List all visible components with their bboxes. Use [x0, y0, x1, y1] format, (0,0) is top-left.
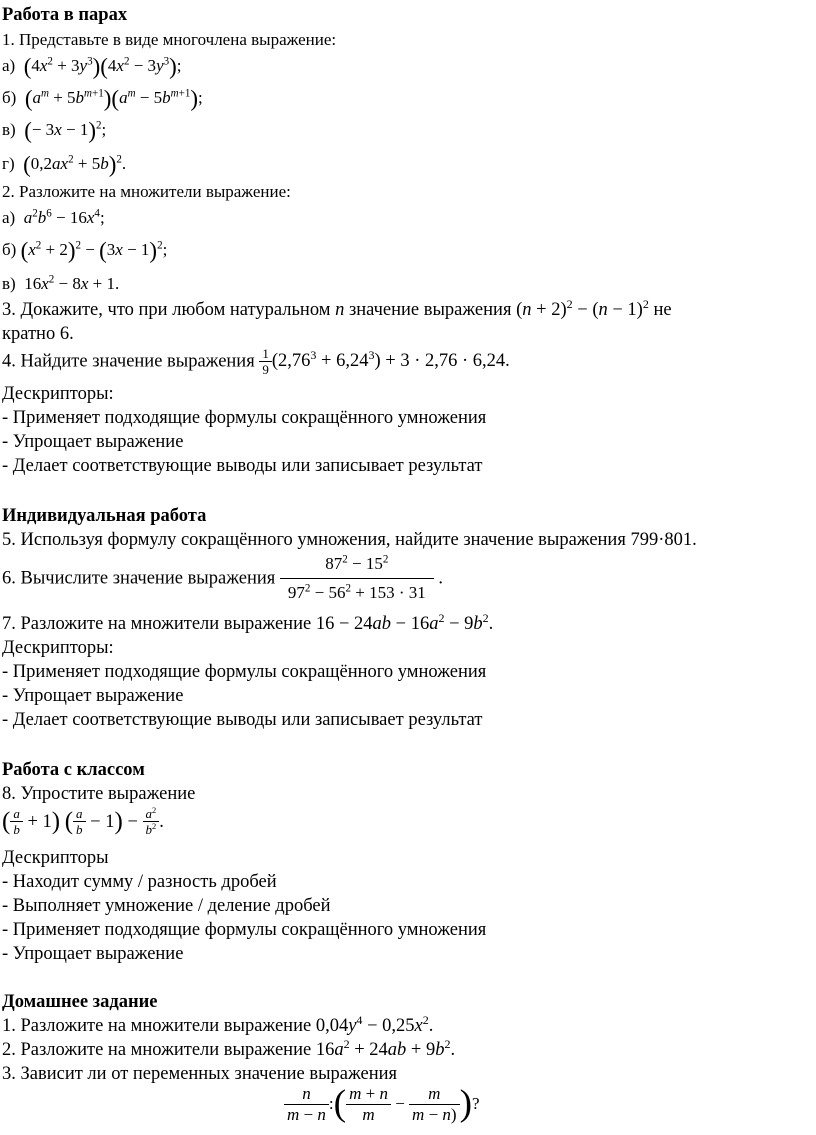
- task-4: 4. Найдите значение выражения $\frac{1}{9}$ $(2,76^3 + 6,24^3) + 3 \cdot 2,76 \cdot 6,24$.: [2, 346, 510, 377]
- task-2a: а) $a^2b^6 - 16x^4$;: [2, 207, 105, 227]
- task-2b-expression: $(x^2 + 2)^2 - (3x - 1)^2$;: [20, 237, 168, 263]
- section-title-individual-work: Индивидуальная работа: [2, 506, 207, 526]
- task-6: 6. Вычислите значение выражения $\frac{87^2 - 15^2}{97^2 - 56^2 + 153 \cdot 31}$ .: [2, 553, 444, 602]
- descriptor-item: - Применяет подходящие формулы сокращённого умножения: [2, 920, 487, 940]
- task-1v: в) (− 3x − 1)$^2$;: [2, 117, 107, 143]
- task-2b: б) $(x^2 + 2)^2 - (3x - 1)^2$;: [2, 237, 168, 263]
- descriptor-item: - Выполняет умножение / деление дробей: [2, 896, 331, 916]
- task-7: 7. Разложите на множители выражение $16 - 24ab - 16a^2 - 9b^2$.: [2, 610, 494, 634]
- task-6-fraction: $\frac{87^2 - 15^2}{97^2 - 56^2 + 153 \cdot 31}$: [280, 554, 434, 603]
- task-3-line2: кратно 6.: [2, 324, 74, 344]
- descriptor-item: - Упрощает выражение: [2, 944, 184, 964]
- homework-3-expression: $\frac{n}{m - n}$ :( $\frac{m + n}{m}$ − $\frac{m}{m - n)}$ )?: [284, 1084, 480, 1132]
- section-title-pair-work: Работа в парах: [2, 5, 128, 25]
- descriptor-item: - Применяет подходящие формулы сокращённого умножения: [2, 662, 487, 682]
- task-2v-expression: $16x^2 - 8x + 1$.: [24, 273, 120, 293]
- homework-1: 1. Разложите на множители выражение $0,04y^4 - 0,25x^2$.: [2, 1012, 434, 1036]
- task-1b-expression: $(a^m + 5b^{m+1})(a^m - 5b^{m+1})$;: [24, 85, 203, 111]
- task-3: 3. Докажите, что при любом натуральном n значение выражения $(n + 2)^2 - (n - 1)^2$ не: [2, 296, 672, 320]
- section-title-class-work: Работа с классом: [2, 760, 145, 780]
- descriptors-title-1: Дескрипторы:: [2, 384, 114, 404]
- task-7-expression: $16 - 24ab - 16a^2 - 9b^2$.: [315, 610, 494, 634]
- task-1g: г) $(0,2ax^2 + 5b)^2$.: [2, 151, 127, 177]
- homework-3: 3. Зависит ли от переменных значение выражения: [2, 1064, 398, 1084]
- descriptors-title-3: Дескрипторы: [2, 848, 109, 868]
- descriptor-item: - Делает соответствующие выводы или записывает результат: [2, 456, 483, 476]
- task-2-text: 2. Разложите на множители выражение:: [2, 182, 291, 201]
- task-1v-expression: (− 3x − 1)$^2$;: [24, 117, 107, 143]
- task-2v: в) $16x^2 - 8x + 1$.: [2, 273, 120, 293]
- descriptors-title-2: Дескрипторы:: [2, 638, 114, 658]
- task-8-expression: ( $\frac{a}{b}$ + 1) ( $\frac{a}{b}$ − 1) − $\frac{a^2}{b^2}$ .: [2, 804, 164, 837]
- task-3-expression: $(n + 2)^2 - (n - 1)^2$: [516, 296, 649, 320]
- task-1a-expression: $(4x^2 + 3y^3)(4x^2 - 3y^3)$;: [23, 53, 182, 79]
- task-1a: а) $(4x^2 + 3y^3)(4x^2 - 3y^3)$;: [2, 53, 182, 79]
- descriptor-item: - Делает соответствующие выводы или записывает результат: [2, 710, 483, 730]
- descriptor-item: - Упрощает выражение: [2, 686, 184, 706]
- task-5: 5. Используя формулу сокращённого умножения, найдите значение выражения 799·801.: [2, 530, 697, 550]
- homework-2: 2. Разложите на множители выражение $16a^2 + 24ab + 9b^2$.: [2, 1036, 456, 1060]
- task-4-expression: $\frac{1}{9}$ $(2,76^3 + 6,24^3) + 3 \cdot 2,76 \cdot 6,24$.: [259, 351, 509, 371]
- descriptor-item: - Находит сумму / разность дробей: [2, 872, 277, 892]
- task-2a-expression: $a^2b^6 - 16x^4$;: [23, 207, 105, 227]
- descriptor-item: - Применяет подходящие формулы сокращённого умножения: [2, 408, 487, 428]
- descriptor-item: - Упрощает выражение: [2, 432, 184, 452]
- section-title-homework: Домашнее задание: [2, 992, 158, 1012]
- task-1g-expression: $(0,2ax^2 + 5b)^2$.: [23, 151, 127, 177]
- task-1-text: 1. Представьте в виде многочлена выражение:: [2, 30, 337, 49]
- task-1b: б) $(a^m + 5b^{m+1})(a^m - 5b^{m+1})$;: [2, 85, 203, 111]
- task-8: 8. Упростите выражение: [2, 784, 196, 804]
